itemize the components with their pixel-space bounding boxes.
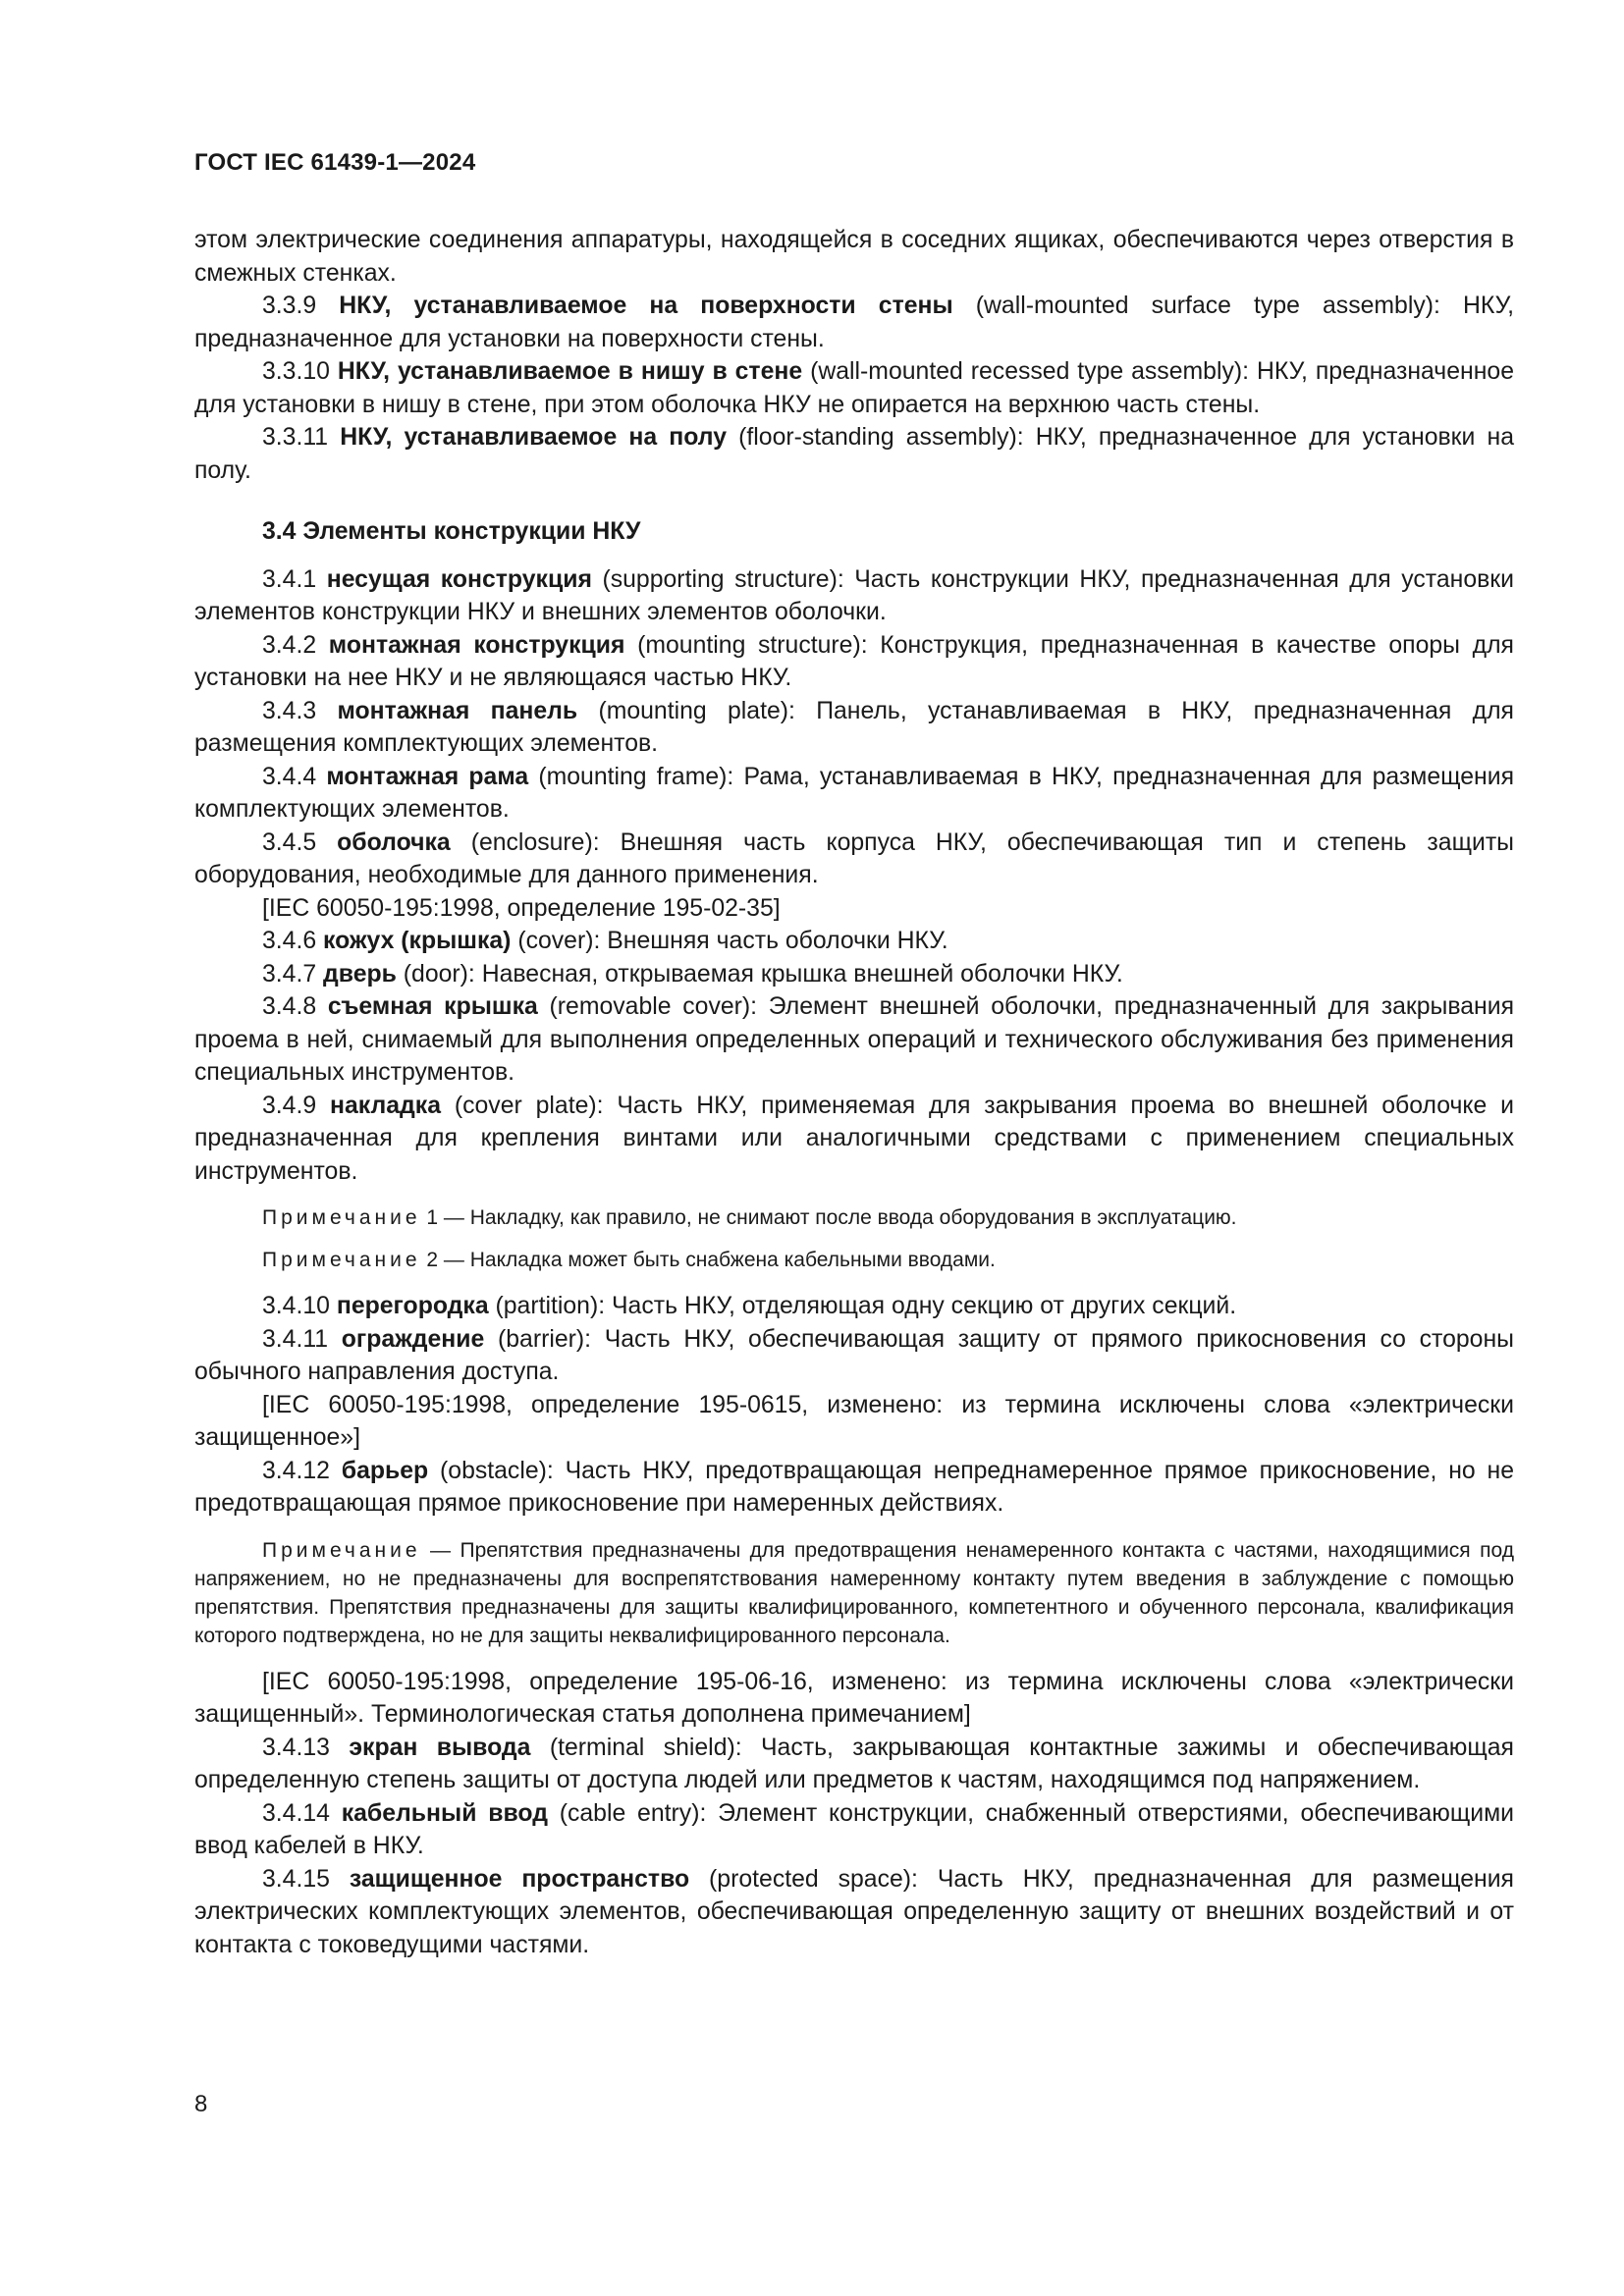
term-name: защищенное пространство [349, 1865, 690, 1893]
term-name: кожух (крышка) [323, 928, 512, 954]
term-3-4-1 [194, 563, 1514, 629]
term-3-3-10 [194, 355, 1514, 421]
term-name: съемная крышка [327, 993, 538, 1020]
term-name: дверь [323, 960, 397, 988]
term-name: перегородка [336, 1293, 489, 1319]
term-definition: (floor-standing assembly): НКУ, предназначенное для установки на полу. [194, 424, 1514, 484]
section-heading: 3.4 Элементы конструкции НКУ [262, 518, 641, 545]
note-text: — Препятствия предназначены для предотвращения ненамеренного контакта с частями, находящимися под напряжением, но не предназначены для воспрепятствования намеренному контакту путем введения в заблуждение с помощью препятствия. Препятствия предназначены для защиты квалифицированного, компетентного и обученного персонала, квалификация которого подтверждена, но не для защиты неквалифицированного персонала. [194, 1538, 1514, 1647]
term-name: несущая конструкция [326, 565, 592, 593]
term-number: 3.4.10 [262, 1293, 337, 1319]
note-text: 1 — Накладку, как правило, не снимают после ввода оборудования в эксплуатацию. [420, 1206, 1237, 1229]
term-number: 3.4.12 [262, 1457, 342, 1484]
page-number: 8 [194, 2091, 208, 2117]
term-number: 3.4.11 [262, 1325, 342, 1353]
note-2 [194, 1246, 1514, 1274]
source-reference: [IEC 60050-195:1998, определение 195-06-16, изменено: из термина исключены слова «электрически защищенный». Терминологическая статья дополнена примечанием] [194, 1668, 1514, 1728]
note-label: Примечание [262, 1538, 421, 1562]
term-name: НКУ, устанавливаемое на полу [340, 424, 727, 451]
document-header: ГОСТ IEC 61439-1—2024 [194, 149, 476, 176]
note-1 [194, 1203, 1514, 1232]
term-number: 3.4.7 [262, 960, 324, 988]
term-name: монтажная конструкция [328, 631, 625, 659]
term-definition: (door): Навесная, открываемая крышка внешней оболочки НКУ. [396, 960, 1123, 988]
document-body [194, 224, 1514, 1961]
term-name: НКУ, устанавливаемое на поверхности стены [339, 293, 953, 319]
note-obstacle [194, 1536, 1514, 1650]
term-definition: (cable entry): Элемент конструкции, снабженный отверстиями, обеспечивающими ввод кабелей в НКУ. [194, 1799, 1514, 1859]
term-number: 3.3.11 [262, 424, 341, 451]
term-number: 3.4.9 [262, 1092, 331, 1119]
term-number: 3.4.4 [262, 763, 327, 790]
paragraph-continuation: этом электрические соединения аппаратуры, находящейся в соседних ящиках, обеспечиваются через отверстия в смежных стенках. [194, 227, 1514, 287]
term-name: барьер [341, 1457, 429, 1484]
term-definition: (wall-mounted recessed type assembly): НКУ, предназначенное для установки в нишу в стене, при этом оболочка НКУ не опирается на верхнюю часть стены. [194, 358, 1514, 418]
term-definition: (mounting frame): Рама, устанавливаемая в НКУ, предназначенная для размещения комплектующих элементов. [194, 763, 1514, 823]
term-3-3-9 [194, 290, 1514, 355]
note-label: Примечание [262, 1249, 421, 1271]
term-name: кабельный ввод [341, 1799, 548, 1827]
term-definition: (protected space): Часть НКУ, предназначенная для размещения электрических комплектующих элементов, обеспечивающая определенную защиту от внешних воздействий и от контакта с токоведущими частями. [194, 1865, 1514, 1958]
term-definition: (enclosure): Внешняя часть корпуса НКУ, обеспечивающая тип и степень защиты оборудования, необходимые для данного применения. [194, 828, 1514, 888]
note-text: 2 — Накладка может быть снабжена кабельными вводами. [420, 1249, 996, 1271]
term-number: 3.4.1 [262, 565, 327, 593]
term-number: 3.3.10 [262, 358, 338, 385]
term-definition: (mounting plate): Панель, устанавливаемая в НКУ, предназначенная для размещения комплектующих элементов. [194, 697, 1514, 757]
term-definition: (supporting structure): Часть конструкции НКУ, предназначенная для установки элементов конструкции НКУ и внешних элементов оболочки. [194, 565, 1514, 625]
term-number: 3.4.13 [262, 1734, 350, 1761]
term-3-4-2 [194, 629, 1514, 695]
term-definition: (terminal shield): Часть, закрывающая контактные зажимы и обеспечивающая определенную степень защиты от доступа людей или предметов к частям, находящимся под напряжением. [194, 1734, 1514, 1793]
term-3-4-6 [194, 925, 1514, 958]
term-definition: (wall-mounted surface type assembly): НКУ, предназначенное для установки на поверхности стены. [194, 293, 1514, 352]
term-3-4-3 [194, 695, 1514, 761]
term-3-4-13 [194, 1732, 1514, 1797]
term-definition: (barrier): Часть НКУ, обеспечивающая защиту от прямого прикосновения со стороны обычного направления доступа. [194, 1325, 1514, 1385]
term-3-4-5 [194, 827, 1514, 892]
term-number: 3.4.6 [262, 928, 324, 954]
term-3-4-12 [194, 1455, 1514, 1521]
term-definition: (cover): Внешняя часть оболочки НКУ. [511, 928, 948, 954]
source-reference: [IEC 60050-195:1998, определение 195-02-35] [262, 894, 781, 922]
term-definition: (removable cover): Элемент внешней оболочки, предназначенный для закрывания проема в ней, снимаемый для выполнения определенных операций и технического обслуживания без применения специальных инструментов. [194, 993, 1514, 1086]
term-3-4-14 [194, 1797, 1514, 1863]
term-name: НКУ, устанавливаемое в нишу в стене [337, 358, 803, 385]
term-number: 3.4.8 [262, 993, 328, 1020]
term-definition: (partition): Часть НКУ, отделяющая одну секцию от других секций. [488, 1293, 1237, 1319]
term-number: 3.4.14 [262, 1799, 342, 1827]
term-number: 3.4.2 [262, 631, 329, 659]
term-name: накладка [330, 1092, 441, 1119]
term-name: экран вывода [349, 1734, 531, 1761]
term-name: ограждение [341, 1325, 485, 1353]
term-3-4-4 [194, 761, 1514, 827]
term-3-4-8 [194, 990, 1514, 1090]
term-3-4-7 [194, 958, 1514, 991]
term-3-4-11 [194, 1323, 1514, 1389]
term-number: 3.4.5 [262, 828, 338, 856]
term-3-4-9 [194, 1090, 1514, 1189]
term-number: 3.3.9 [262, 293, 340, 319]
term-number: 3.4.3 [262, 697, 338, 724]
term-definition: (cover plate): Часть НКУ, применяемая для закрывания проема во внешней оболочке и предназначенная для крепления винтами или аналогичными средствами с применением специальных инструментов. [194, 1092, 1514, 1185]
term-3-4-15 [194, 1863, 1514, 1962]
source-reference: [IEC 60050-195:1998, определение 195-0615, изменено: из термина исключены слова «электрически защищенное»] [194, 1391, 1514, 1451]
term-name: оболочка [337, 828, 451, 856]
term-name: монтажная рама [326, 763, 529, 790]
term-number: 3.4.15 [262, 1865, 350, 1893]
term-definition: (obstacle): Часть НКУ, предотвращающая непреднамеренное прямое прикосновение, но не предотвращающая прямое прикосновение при намеренных действиях. [194, 1457, 1514, 1517]
term-3-4-10 [194, 1290, 1514, 1323]
term-3-3-11 [194, 421, 1514, 487]
term-definition: (mounting structure): Конструкция, предназначенная в качестве опоры для установки на нее НКУ и не являющаяся частью НКУ. [194, 631, 1514, 691]
term-name: монтажная панель [337, 697, 578, 724]
note-label: Примечание [262, 1206, 421, 1229]
